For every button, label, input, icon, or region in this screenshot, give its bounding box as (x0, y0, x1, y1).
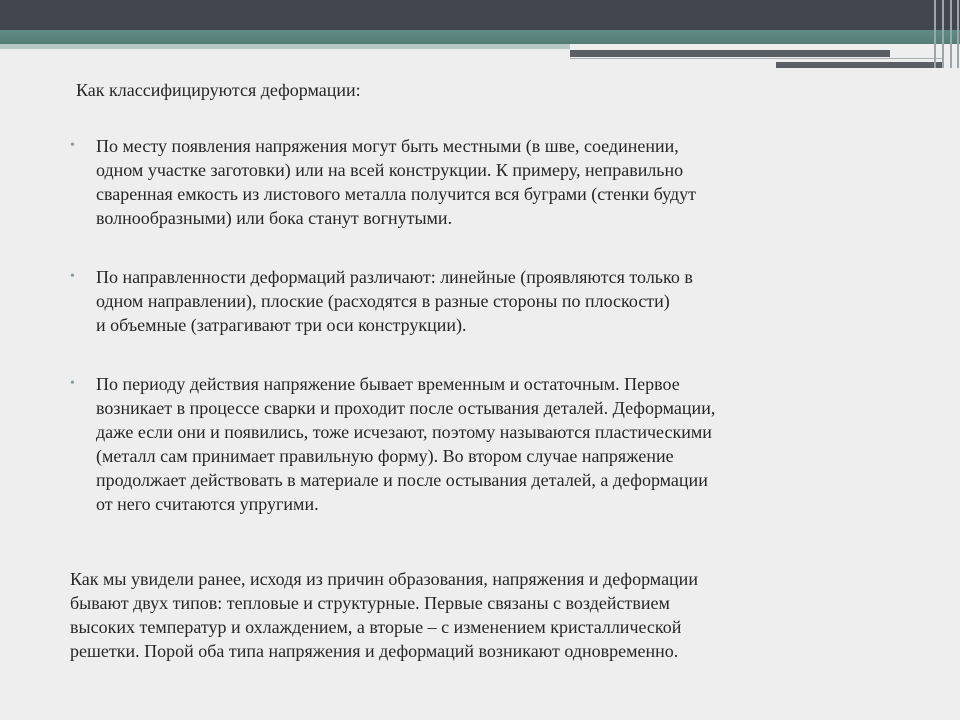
text-line: сваренная емкость из листового металла получится вся буграми (стенки будут (96, 184, 697, 204)
text-line: одном участке заготовки) или на всей конструкции. К примеру, неправильно (96, 160, 684, 180)
bullet-list (70, 134, 910, 551)
text-line: бывают двух типов: тепловые и структурные. Первые связаны с воздействием (70, 593, 670, 613)
text-line: даже если они и появились, тоже исчезают, поэтому называются пластическими (96, 422, 712, 442)
text-line: (металл сам принимает правильную форму). Во втором случае напряжение (96, 446, 674, 466)
bullet-item (70, 372, 910, 516)
text-line: Как мы увидели ранее, исходя из причин образования, напряжения и деформации (70, 569, 698, 589)
bullet-dot-icon: • (70, 138, 75, 153)
text-line: По месту появления напряжения могут быть местными (в шве, соединении, (96, 136, 679, 156)
bullet-item (70, 134, 910, 230)
closing-paragraph (70, 567, 930, 663)
text-line: По периоду действия напряжение бывает временным и остаточным. Первое (96, 374, 680, 394)
bullet-dot-icon: • (70, 269, 75, 284)
text-line: продолжает действовать в материале и после остывания деталей, а деформации (96, 470, 708, 490)
text-line: одном направлении), плоские (расходятся в разные стороны по плоскости) (96, 291, 670, 311)
text-line: волнообразными) или бока станут вогнутыми. (96, 208, 453, 228)
text-line: решетки. Порой оба типа напряжения и деформаций возникают одновременно. (70, 641, 679, 661)
text-line: возникает в процессе сварки и проходит после остывания деталей. Деформации, (96, 398, 716, 418)
bullet-item (70, 265, 910, 337)
text-line: и объемные (затрагивают три оси конструкции). (96, 315, 467, 335)
text-line: от него считаются упругими. (96, 494, 319, 514)
bullet-dot-icon: • (70, 376, 75, 391)
slide-heading: Как классифицируются деформации: (76, 80, 361, 100)
text-line: высоких температур и охлаждением, а вторые – с изменением кристаллической (70, 617, 682, 637)
text-line: По направленности деформаций различают: линейные (проявляются только в (96, 267, 693, 287)
